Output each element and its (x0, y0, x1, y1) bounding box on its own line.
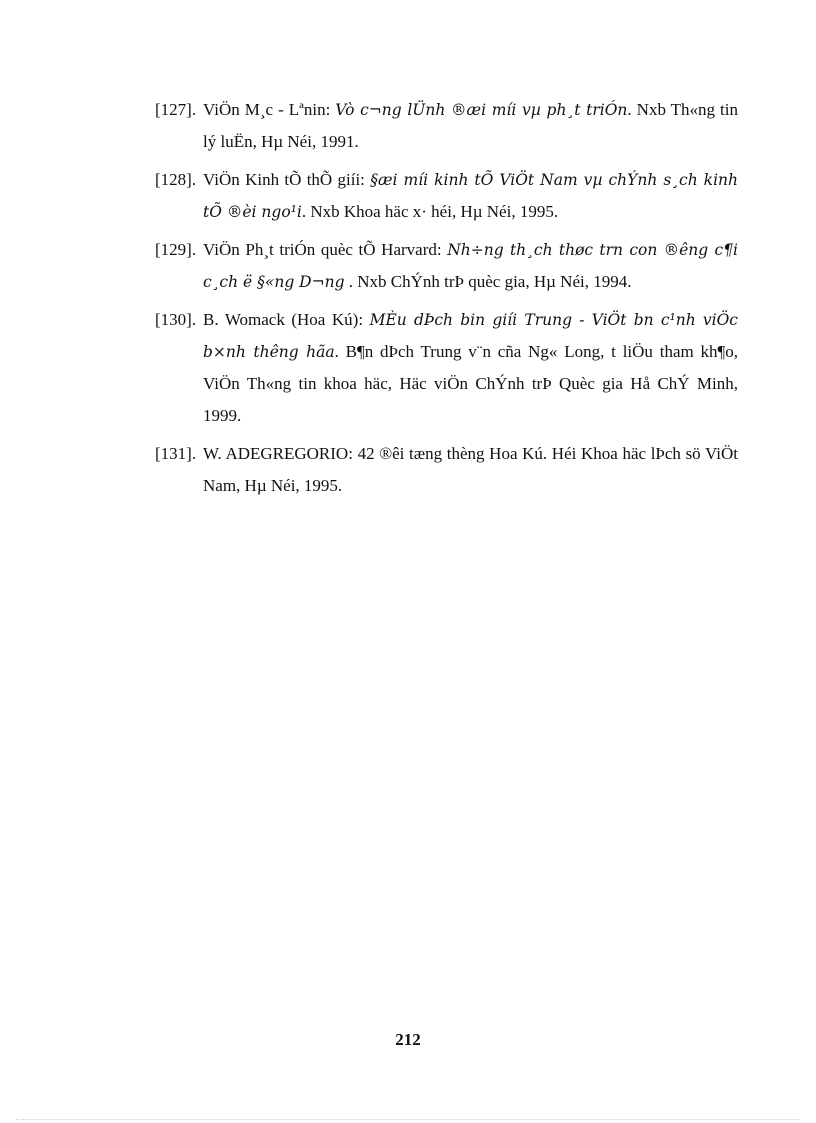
reference-title: MÈu dÞch bin giíi Trung - ViÖt bn c¹nh viÖc b×nh thêng hãa (203, 311, 738, 361)
reference-number: [131]. (155, 444, 197, 463)
reference-title: §æi míi kinh tÕ ViÖt Nam vµ chÝnh s¸ch kinh tÕ ®èi ngo¹i (203, 171, 738, 221)
reference-number: [127]. (155, 100, 197, 119)
page-bottom-divider (16, 1119, 800, 1120)
reference-publisher: . B¶n dÞch Trung v¨n cña Ng« Long, t liÖu tham kh¶o, ViÖn Th«ng tin khoa häc, Häc viÖn ChÝnh trÞ Quèc gia Hå ChÝ Minh, 1999. (203, 342, 738, 425)
reference-title: Vò c¬ng lÜnh ®æi míi vµ ph¸t triÓn (335, 101, 628, 119)
reference-title: Nh÷ng th¸ch thøc trn con ®êng c¶i c¸ch ë §«ng D¬ng (203, 241, 738, 291)
reference-item (155, 304, 738, 432)
reference-author: B. Womack (Hoa Kú): (203, 310, 370, 329)
reference-number: [129]. (155, 240, 197, 259)
reference-author: W. ADEGREGORIO: 42 ®êi tæng thèng Hoa Kú. Héi Khoa häc lÞch sö ViÖt Nam, Hµ Néi, 1995. (203, 444, 738, 495)
reference-publisher: . Nxb Khoa häc x· héi, Hµ Néi, 1995. (301, 202, 559, 221)
reference-author: ViÖn M¸c - Lªnin: (203, 100, 336, 119)
reference-list (155, 94, 738, 508)
reference-number: [130]. (155, 310, 197, 329)
page-number: 212 (395, 1030, 421, 1049)
reference-author: ViÖn Ph¸t triÓn quèc tÕ Harvard: (203, 240, 448, 259)
reference-item (155, 164, 738, 228)
reference-author: ViÖn Kinh tÕ thÕ giíi: (203, 170, 371, 189)
reference-publisher: . Nxb ChÝnh trÞ quèc gia, Hµ Néi, 1994. (344, 272, 632, 291)
reference-item (155, 438, 738, 502)
reference-item (155, 94, 738, 158)
reference-number: [128]. (155, 170, 197, 189)
reference-publisher: . Nxb Th«ng tin lý luËn, Hµ Néi, 1991. (203, 100, 738, 151)
reference-item (155, 234, 738, 298)
